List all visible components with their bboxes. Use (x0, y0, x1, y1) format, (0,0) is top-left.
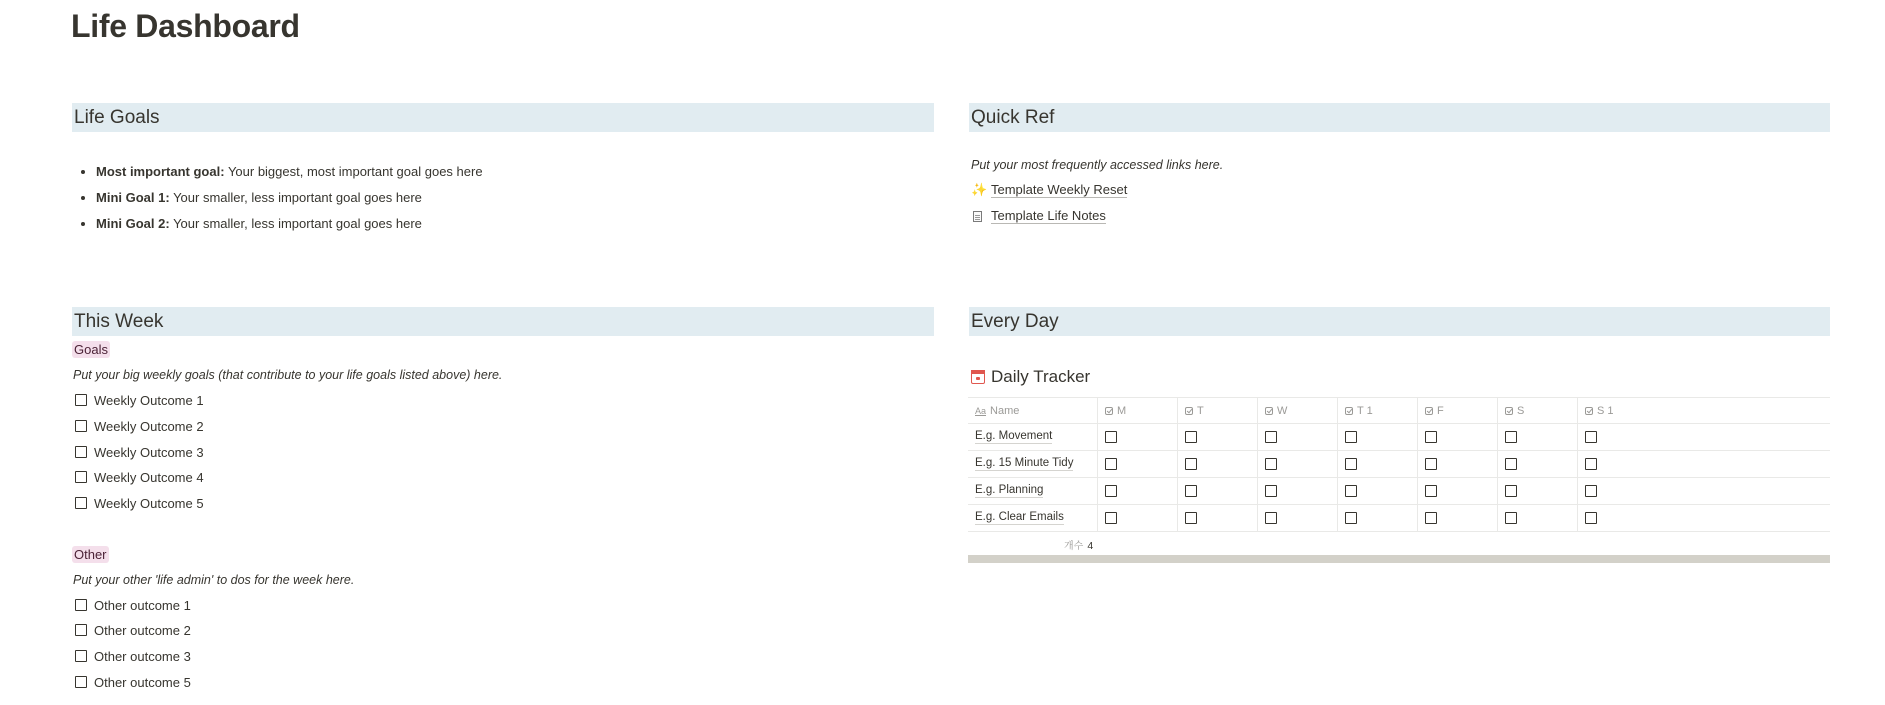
todo-label[interactable]: Other outcome 5 (94, 674, 191, 690)
checkbox[interactable] (75, 446, 87, 458)
todo-item (75, 466, 204, 488)
other-note: Put your other 'life admin' to dos for the week here. (73, 573, 355, 587)
checkbox[interactable] (1265, 512, 1277, 524)
daily-tracker-title[interactable] (971, 367, 1090, 387)
goal-text[interactable]: Your smaller, less important goal goes here (173, 190, 422, 205)
checkbox-property-icon (1105, 407, 1113, 415)
check-cell (1338, 451, 1418, 477)
todo-label[interactable]: Weekly Outcome 3 (94, 444, 204, 460)
column-header-label: T (1197, 404, 1204, 417)
quick-ref-note: Put your most frequently accessed links here. (971, 158, 1224, 172)
column-header-t1[interactable] (1338, 398, 1418, 423)
checkbox[interactable] (1105, 431, 1117, 443)
column-header-label: W (1277, 404, 1288, 417)
check-cell (1178, 478, 1258, 504)
check-cell (1498, 478, 1578, 504)
checkbox[interactable] (1585, 458, 1597, 470)
checkbox[interactable] (1585, 512, 1597, 524)
column-header-label: S 1 (1597, 404, 1614, 417)
todo-label[interactable]: Weekly Outcome 4 (94, 469, 204, 485)
horizontal-scrollbar[interactable] (968, 555, 1830, 563)
check-cell (1578, 451, 1830, 477)
page-title: Life Dashboard (71, 8, 300, 44)
checkbox-property-icon (1585, 407, 1593, 415)
check-cell (1578, 478, 1830, 504)
checkbox[interactable] (1105, 512, 1117, 524)
checkbox-property-icon (1265, 407, 1273, 415)
column-header-name[interactable] (968, 398, 1098, 423)
table-row (968, 478, 1830, 505)
check-cell (1338, 505, 1418, 531)
checkbox[interactable] (1185, 485, 1197, 497)
checkbox[interactable] (1585, 485, 1597, 497)
checkbox[interactable] (1105, 485, 1117, 497)
column-header-s[interactable] (1498, 398, 1578, 423)
goal-item (96, 212, 483, 238)
checkbox[interactable] (1185, 512, 1197, 524)
table-row (968, 424, 1830, 451)
checkbox-property-icon (1185, 407, 1193, 415)
row-name-cell[interactable] (968, 424, 1098, 450)
row-name-cell[interactable] (968, 451, 1098, 477)
todo-label[interactable]: Other outcome 2 (94, 622, 191, 638)
todo-item (75, 415, 204, 437)
checkbox[interactable] (1585, 431, 1597, 443)
checkbox-property-icon (1345, 407, 1353, 415)
todo-item (75, 492, 204, 514)
todo-item (75, 389, 204, 411)
checkbox[interactable] (1505, 512, 1517, 524)
check-cell (1578, 424, 1830, 450)
todo-label[interactable]: Weekly Outcome 1 (94, 392, 204, 408)
life-goals-list (72, 160, 483, 238)
checkbox[interactable] (1425, 485, 1437, 497)
checkbox[interactable] (1265, 458, 1277, 470)
checkbox[interactable] (1345, 431, 1357, 443)
checkbox[interactable] (1345, 512, 1357, 524)
goal-text[interactable]: Your smaller, less important goal goes here (173, 216, 422, 231)
todo-item (75, 594, 191, 616)
every-day-header: Every Day (969, 307, 1830, 336)
goals-tag: Goals (74, 342, 108, 357)
check-cell (1178, 505, 1258, 531)
link-template-weekly-reset[interactable] (971, 179, 1127, 201)
check-cell (1418, 505, 1498, 531)
column-header-w[interactable] (1258, 398, 1338, 423)
checkbox[interactable] (1505, 431, 1517, 443)
goal-label: Most important goal: (96, 164, 225, 179)
check-cell (1498, 451, 1578, 477)
row-name[interactable]: E.g. Clear Emails (975, 511, 1064, 523)
check-cell (1418, 451, 1498, 477)
checkbox[interactable] (1105, 458, 1117, 470)
column-header-label: T 1 (1357, 404, 1373, 417)
other-tag: Other (74, 547, 107, 562)
check-cell (1498, 424, 1578, 450)
row-name[interactable]: E.g. Planning (975, 484, 1044, 496)
check-cell (1258, 505, 1338, 531)
checkbox[interactable] (75, 599, 87, 611)
checkbox[interactable] (75, 497, 87, 509)
todo-label[interactable]: Weekly Outcome 2 (94, 418, 204, 434)
check-cell (1178, 451, 1258, 477)
checkbox[interactable] (75, 420, 87, 432)
column-header-s1[interactable] (1578, 398, 1830, 423)
row-name[interactable]: E.g. Movement (975, 430, 1053, 442)
column-header-label: F (1437, 404, 1444, 417)
table-row (968, 505, 1830, 532)
life-goals-header: Life Goals (72, 103, 934, 132)
checkbox[interactable] (1425, 512, 1437, 524)
checkbox[interactable] (1425, 458, 1437, 470)
quick-ref-header: Quick Ref (969, 103, 1830, 132)
goal-label: Mini Goal 1: (96, 190, 170, 205)
column-header-label: S (1517, 404, 1525, 417)
todo-item (75, 619, 191, 641)
this-week-header: This Week (72, 307, 934, 336)
goal-item (96, 160, 483, 186)
todo-item (75, 671, 191, 693)
checkbox[interactable] (75, 650, 87, 662)
goal-label: Mini Goal 2: (96, 216, 170, 231)
check-cell (1418, 424, 1498, 450)
row-name[interactable]: E.g. 15 Minute Tidy (975, 457, 1074, 469)
goal-text[interactable]: Your biggest, most important goal goes here (227, 164, 483, 179)
checkbox[interactable] (75, 676, 87, 688)
checkbox[interactable] (1345, 485, 1357, 497)
check-cell (1498, 505, 1578, 531)
row-name-cell[interactable] (968, 478, 1098, 504)
link-template-life-notes[interactable] (971, 205, 1106, 227)
check-cell (1098, 451, 1178, 477)
check-cell (1098, 505, 1178, 531)
checkbox[interactable] (1265, 485, 1277, 497)
checkbox[interactable] (1185, 431, 1197, 443)
check-cell (1098, 424, 1178, 450)
document-icon (973, 211, 982, 222)
table-row (968, 451, 1830, 478)
column-header-label: Name (990, 404, 1020, 417)
link-label[interactable]: Template Weekly Reset (991, 182, 1128, 197)
check-cell (1098, 478, 1178, 504)
checkbox-property-icon (1505, 407, 1513, 415)
checkbox[interactable] (1505, 485, 1517, 497)
tracker-title-text[interactable]: Daily Tracker (991, 367, 1091, 386)
checkbox[interactable] (1425, 431, 1437, 443)
check-cell (1418, 478, 1498, 504)
checkbox[interactable] (75, 471, 87, 483)
calendar-icon (971, 370, 985, 384)
todo-label[interactable]: Other outcome 3 (94, 648, 191, 664)
checkbox[interactable] (1265, 431, 1277, 443)
check-cell (1178, 424, 1258, 450)
checkbox-property-icon (1425, 407, 1433, 415)
column-header-t[interactable] (1178, 398, 1258, 423)
todo-label[interactable]: Weekly Outcome 5 (94, 495, 204, 511)
column-header-m[interactable] (1098, 398, 1178, 423)
checkbox[interactable] (1185, 458, 1197, 470)
text-property-icon: Aa (975, 405, 987, 416)
checkbox[interactable] (1345, 458, 1357, 470)
check-cell (1578, 505, 1830, 531)
link-label[interactable]: Template Life Notes (991, 208, 1106, 223)
check-cell (1338, 424, 1418, 450)
sparkles-icon: ✨ (971, 182, 988, 197)
goals-note: Put your big weekly goals (that contribute to your life goals listed above) here. (73, 368, 503, 382)
todo-item (75, 645, 191, 667)
checkbox[interactable] (1505, 458, 1517, 470)
check-cell (1258, 451, 1338, 477)
table-header-row (968, 398, 1830, 424)
daily-tracker-table (968, 397, 1830, 532)
column-header-label: M (1117, 404, 1127, 417)
check-cell (1258, 424, 1338, 450)
todo-label[interactable]: Other outcome 1 (94, 597, 191, 613)
column-header-f[interactable] (1418, 398, 1498, 423)
check-cell (1338, 478, 1418, 504)
row-count (1064, 537, 1093, 552)
check-cell (1258, 478, 1338, 504)
todo-item (75, 441, 204, 463)
goal-item (96, 186, 483, 212)
checkbox[interactable] (75, 394, 87, 406)
count-label: 개수 (1064, 541, 1084, 552)
checkbox[interactable] (75, 624, 87, 636)
row-name-cell[interactable] (968, 505, 1098, 531)
count-value: 4 (1087, 540, 1094, 552)
